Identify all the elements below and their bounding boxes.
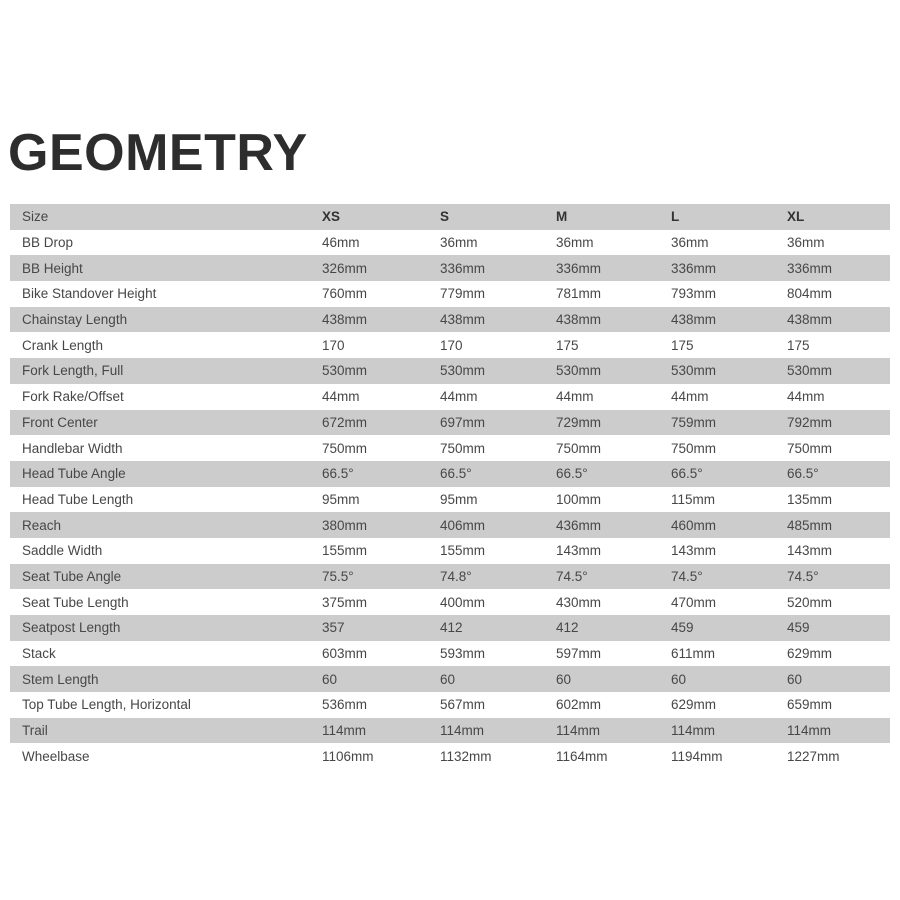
row-value: 357 [322,620,345,636]
table-row [10,435,890,461]
row-label: Handlebar Width [22,440,123,456]
row-value: 779mm [440,286,486,302]
page-title: GEOMETRY [8,124,308,182]
table-row [10,255,890,281]
table-row [10,461,890,487]
table-row [10,538,890,564]
row-value: 380mm [322,517,368,533]
row-label: Bike Standover Height [22,286,157,302]
row-value: 75.5° [322,568,354,584]
row-value: 375mm [322,594,368,610]
row-value: 155mm [440,543,486,559]
row-value: 697mm [440,414,486,430]
row-value: 74.5° [556,568,588,584]
row-label: Trail [22,723,48,739]
row-label: Crank Length [22,337,104,353]
row-value: 530mm [322,363,368,379]
row-value: 66.5° [556,466,588,482]
row-value: 603mm [322,646,368,662]
row-label: Wheelbase [22,748,90,764]
row-value: 114mm [787,723,832,739]
table-row [10,307,890,333]
row-value: 759mm [671,414,717,430]
row-value: 143mm [556,543,602,559]
row-label: Head Tube Length [22,491,134,507]
column-header-m: M [556,209,568,225]
row-value: 95mm [440,491,478,507]
table-row [10,332,890,358]
row-value: 175 [671,337,694,353]
row-label: Chainstay Length [22,312,128,328]
row-value: 597mm [556,646,602,662]
row-value: 629mm [787,646,833,662]
row-value: 66.5° [322,466,354,482]
row-value: 95mm [322,491,360,507]
row-label: Top Tube Length, Horizontal [22,697,191,713]
table-row [10,564,890,590]
row-value: 760mm [322,286,368,302]
row-value: 485mm [787,517,833,533]
row-value: 602mm [556,697,602,713]
row-value: 406mm [440,517,486,533]
table-row [10,615,890,641]
row-value: 336mm [787,260,833,276]
row-value: 44mm [787,389,825,405]
row-value: 804mm [787,286,833,302]
row-label: Seatpost Length [22,620,121,636]
table-row [10,641,890,667]
row-label: Stack [22,646,56,662]
row-value: 400mm [440,594,486,610]
row-value: 135mm [787,491,833,507]
table-row [10,512,890,538]
table-row [10,487,890,513]
row-value: 326mm [322,260,368,276]
row-value: 114mm [671,723,716,739]
row-value: 567mm [440,697,486,713]
row-value: 66.5° [787,466,819,482]
row-value: 470mm [671,594,717,610]
row-value: 412 [440,620,463,636]
row-value: 36mm [671,235,709,251]
row-value: 459 [787,620,810,636]
table-row [10,358,890,384]
row-value: 336mm [556,260,602,276]
column-header-l: L [671,209,680,225]
row-value: 175 [787,337,810,353]
row-value: 170 [440,337,463,353]
row-value: 336mm [671,260,717,276]
row-value: 792mm [787,414,833,430]
row-value: 460mm [671,517,717,533]
row-value: 170 [322,337,345,353]
row-value: 438mm [440,312,486,328]
row-value: 536mm [322,697,368,713]
row-label: Fork Length, Full [22,363,124,379]
row-value: 100mm [556,491,602,507]
row-label: Stem Length [22,671,99,687]
row-value: 1194mm [671,748,723,764]
row-value: 46mm [322,235,360,251]
table-row [10,384,890,410]
row-value: 672mm [322,414,368,430]
row-value: 593mm [440,646,486,662]
table-row [10,666,890,692]
row-value: 1164mm [556,748,608,764]
row-value: 155mm [322,543,368,559]
row-value: 750mm [556,440,602,456]
row-value: 750mm [787,440,833,456]
row-value: 143mm [671,543,717,559]
row-value: 74.5° [787,568,819,584]
row-value: 60 [322,671,338,687]
row-label: BB Height [22,260,83,276]
row-value: 750mm [440,440,486,456]
column-header-xs: XS [322,209,341,225]
row-value: 530mm [787,363,833,379]
row-value: 530mm [556,363,602,379]
row-label: Reach [22,517,62,533]
row-value: 60 [556,671,572,687]
row-value: 781mm [556,286,602,302]
row-value: 74.5° [671,568,703,584]
row-label: BB Drop [22,235,74,251]
row-value: 629mm [671,697,717,713]
row-value: 36mm [556,235,594,251]
row-value: 520mm [787,594,833,610]
row-value: 36mm [787,235,825,251]
row-label: Seat Tube Length [22,594,129,610]
column-header-s: S [440,209,450,225]
row-label: Saddle Width [22,543,103,559]
row-value: 1132mm [440,748,492,764]
row-value: 1227mm [787,748,840,764]
row-value: 438mm [671,312,717,328]
column-header-size: Size [22,209,49,225]
row-value: 530mm [440,363,486,379]
table-row [10,589,890,615]
row-value: 412 [556,620,579,636]
row-value: 60 [440,671,456,687]
row-value: 44mm [322,389,360,405]
row-value: 438mm [556,312,602,328]
row-value: 74.8° [440,568,472,584]
row-value: 66.5° [440,466,472,482]
row-label: Fork Rake/Offset [22,389,124,405]
row-label: Front Center [22,414,98,430]
row-value: 459 [671,620,694,636]
table-row [10,718,890,744]
row-label: Head Tube Angle [22,466,126,482]
row-value: 659mm [787,697,833,713]
table-row [10,410,890,436]
row-value: 336mm [440,260,486,276]
column-header-xl: XL [787,209,805,225]
row-value: 114mm [322,723,367,739]
row-value: 175 [556,337,579,353]
row-value: 66.5° [671,466,703,482]
table-row [10,743,890,769]
row-value: 438mm [787,312,833,328]
row-value: 530mm [671,363,717,379]
row-value: 750mm [671,440,717,456]
row-value: 44mm [556,389,594,405]
row-value: 793mm [671,286,717,302]
row-value: 114mm [440,723,485,739]
row-value: 115mm [671,491,716,507]
row-value: 1106mm [322,748,374,764]
table-body [10,230,890,769]
row-value: 60 [671,671,687,687]
table-row [10,692,890,718]
row-label: Seat Tube Angle [22,568,122,584]
row-value: 114mm [556,723,601,739]
table-row [10,230,890,256]
row-value: 44mm [440,389,478,405]
row-value: 611mm [671,646,716,662]
row-value: 750mm [322,440,368,456]
geometry-table [10,204,890,769]
row-value: 44mm [671,389,709,405]
row-value: 438mm [322,312,368,328]
row-value: 60 [787,671,803,687]
row-value: 143mm [787,543,833,559]
row-value: 430mm [556,594,602,610]
row-value: 729mm [556,414,602,430]
table-row [10,281,890,307]
row-value: 36mm [440,235,478,251]
row-value: 436mm [556,517,602,533]
table-header-row [10,204,890,230]
